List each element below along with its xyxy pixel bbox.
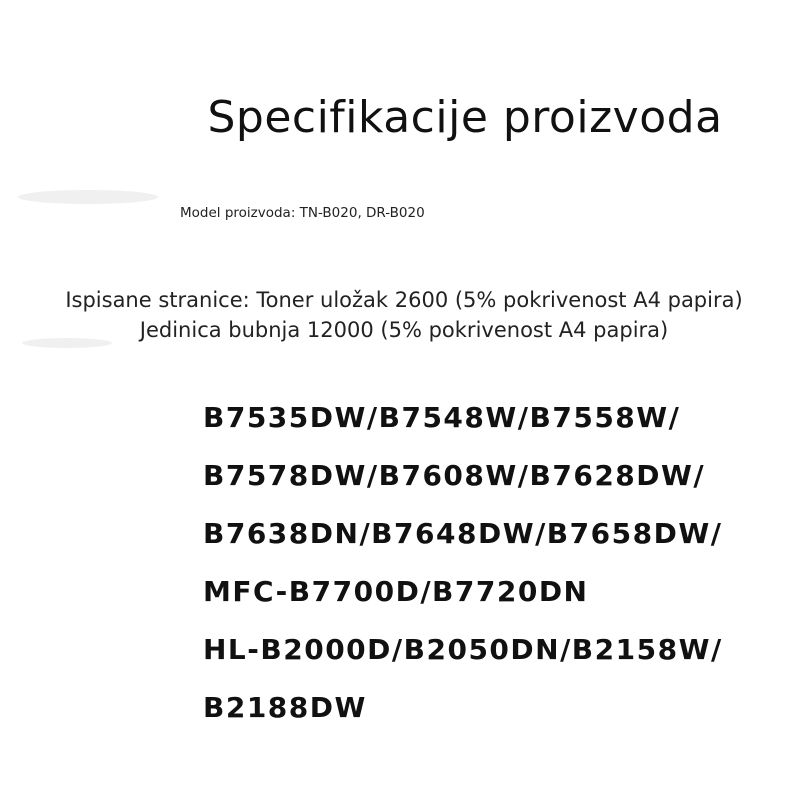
background-smudge <box>18 190 158 204</box>
compatible-models-line: HL-B2000D/B2050DN/B2158W/ <box>203 633 723 666</box>
compatible-models-line: B7578DW/B7608W/B7628DW/ <box>203 459 706 492</box>
compatible-models-list <box>203 398 723 746</box>
compatible-models-line: B2188DW <box>203 691 367 724</box>
product-model: Model proizvoda: TN-B020, DR-B020 <box>180 205 425 221</box>
compatible-models-line: B7638DN/B7648DW/B7658DW/ <box>203 517 723 550</box>
compatible-models-line: B7535DW/B7548W/B7558W/ <box>203 401 681 434</box>
page-title: Specifikacije proizvoda <box>207 92 723 143</box>
compatible-models-line: MFC-B7700D/B7720DN <box>203 575 589 608</box>
printed-pages-toner: Ispisane stranice: Toner uložak 2600 (5% pokrivenost A4 papira) <box>65 288 743 312</box>
printed-pages-drum: Jedinica bubnja 12000 (5% pokrivenost A4 papira) <box>139 318 669 342</box>
